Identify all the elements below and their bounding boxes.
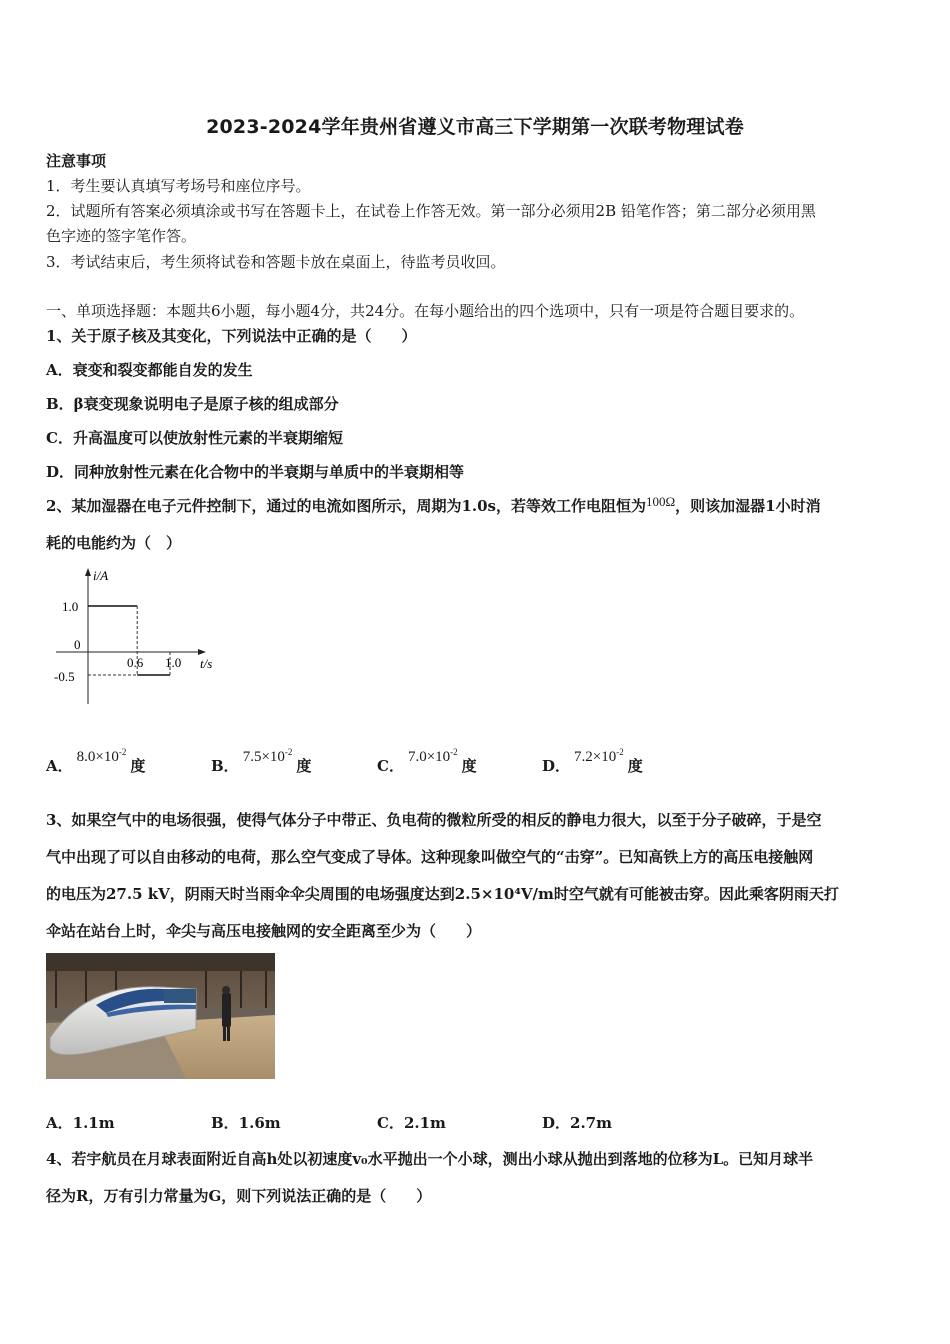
y-axis-arrow <box>85 568 91 576</box>
question-3-option-a[interactable]: A．1.1m <box>46 1114 115 1132</box>
x-tick-label: 0.6 <box>127 655 144 670</box>
option-unit: 度 <box>296 757 312 775</box>
option-letter: B． <box>211 757 239 775</box>
question-3-line: 3、如果空气中的电场很强，使得气体分子中带正、负电荷的微粒所受的相反的静电力很大，以至于分子破碎，于是空 <box>46 811 822 829</box>
train-station-photo <box>46 953 275 1079</box>
option-unit: 度 <box>130 757 146 775</box>
notice-item: 3．考试结束后，考生须将试卷和答题卡放在桌面上，待监考员收回。 <box>46 253 506 271</box>
option-unit: 度 <box>627 757 643 775</box>
current-time-graph <box>50 562 230 712</box>
option-value <box>574 749 624 765</box>
option-letter: D． <box>542 757 571 775</box>
y-tick-label: 0 <box>74 637 81 652</box>
x-tick-label: 1.0 <box>165 655 182 670</box>
option-letter: C． <box>377 757 404 775</box>
notice-item: 2．试题所有答案必须填涂或书写在答题卡上，在试卷上作答无效。第一部分必须用2B 铅笔作答；第二部分必须用黑 <box>46 202 816 220</box>
question-2-stem <box>46 496 904 517</box>
question-2-stem-part: 2、某加湿器在电子元件控制下，通过的电流如图所示，周期为1.0s，若等效工作电阻恒为 <box>46 497 646 515</box>
option-value <box>77 749 127 765</box>
exponent: -2 <box>284 747 293 757</box>
option-unit: 度 <box>461 757 477 775</box>
question-4-line: 径为R，万有引力常量为G，则下列说法正确的是（ ） <box>46 1187 432 1205</box>
times: ×10 <box>426 749 451 765</box>
question-2-option-a[interactable] <box>46 747 146 785</box>
question-2-options <box>46 747 746 785</box>
question-3-line: 伞站在站台上时，伞尖与高压电接触网的安全距离至少为（ ） <box>46 922 482 940</box>
question-3-option-d[interactable]: D．2.7m <box>542 1114 612 1132</box>
question-3-option-c[interactable]: C．2.1m <box>377 1114 446 1132</box>
question-3-line: 的电压为27.5 kV，阴雨天时当雨伞伞尖周围的电场强度达到2.5×10⁴V/m时空气就有可能被击穿。因此乘客阴雨天打 <box>46 885 839 903</box>
question-2-option-d[interactable] <box>542 747 643 785</box>
option-value <box>243 749 293 765</box>
mantissa: 8.0 <box>76 749 96 765</box>
question-2-option-b[interactable] <box>211 747 312 785</box>
option-letter: A． <box>46 757 73 775</box>
question-3-option-b[interactable]: B．1.6m <box>211 1114 281 1132</box>
x-axis-arrow <box>198 649 206 655</box>
times: ×10 <box>95 749 119 765</box>
mantissa: 7.5 <box>242 749 262 765</box>
y-tick-label: 1.0 <box>62 599 79 614</box>
y-axis-label: i/A <box>93 568 109 583</box>
option-value <box>408 749 458 765</box>
question-2-option-c[interactable] <box>377 747 477 785</box>
question-1-option-a: A．衰变和裂变都能自发的发生 <box>46 361 253 379</box>
resistance-value: 100Ω <box>645 494 676 509</box>
question-4-line: 4、若宇航员在月球表面附近自高h处以初速度v₀水平抛出一个小球，测出小球从抛出到落地的位移为L。已知月球半 <box>46 1150 814 1168</box>
mantissa: 7.2 <box>574 749 593 765</box>
y-tick-label: -0.5 <box>54 669 75 684</box>
question-2-stem-cont: 耗的电能约为（ ） <box>46 534 182 552</box>
notice-item: 1．考生要认真填写考场号和座位序号。 <box>46 177 311 195</box>
exponent: -2 <box>118 747 127 757</box>
question-3-options <box>46 1112 746 1142</box>
page-title: 2023-2024学年贵州省遵义市高三下学期第一次联考物理试卷 <box>206 116 744 138</box>
exponent: -2 <box>616 747 624 757</box>
times: ×10 <box>261 749 285 765</box>
section-heading: 一、单项选择题：本题共6小题，每小题4分，共24分。在每小题给出的四个选项中，只有一项是符合题目要求的。 <box>46 302 805 320</box>
question-2-stem-part: ，则该加湿器1小时消 <box>675 497 821 515</box>
question-1-stem: 1、关于原子核及其变化，下列说法中正确的是（ ） <box>46 327 417 345</box>
notice-item: 色字迹的签字笔作答。 <box>46 227 197 245</box>
exponent: -2 <box>450 747 458 757</box>
mantissa: 7.0 <box>407 749 427 765</box>
question-1-option-b: B．β衰变现象说明电子是原子核的组成部分 <box>46 395 339 413</box>
question-1-option-c: C．升高温度可以使放射性元素的半衰期缩短 <box>46 429 343 447</box>
times: ×10 <box>592 749 617 765</box>
notice-heading: 注意事项 <box>46 152 107 170</box>
x-axis-label: t/s <box>200 656 213 671</box>
question-1-option-d: D．同种放射性元素在化合物中的半衰期与单质中的半衰期相等 <box>46 463 465 481</box>
question-3-line: 气中出现了可以自由移动的电荷，那么空气变成了导体。这种现象叫做空气的“击穿”。已知高铁上方的高压电接触网 <box>46 848 814 866</box>
